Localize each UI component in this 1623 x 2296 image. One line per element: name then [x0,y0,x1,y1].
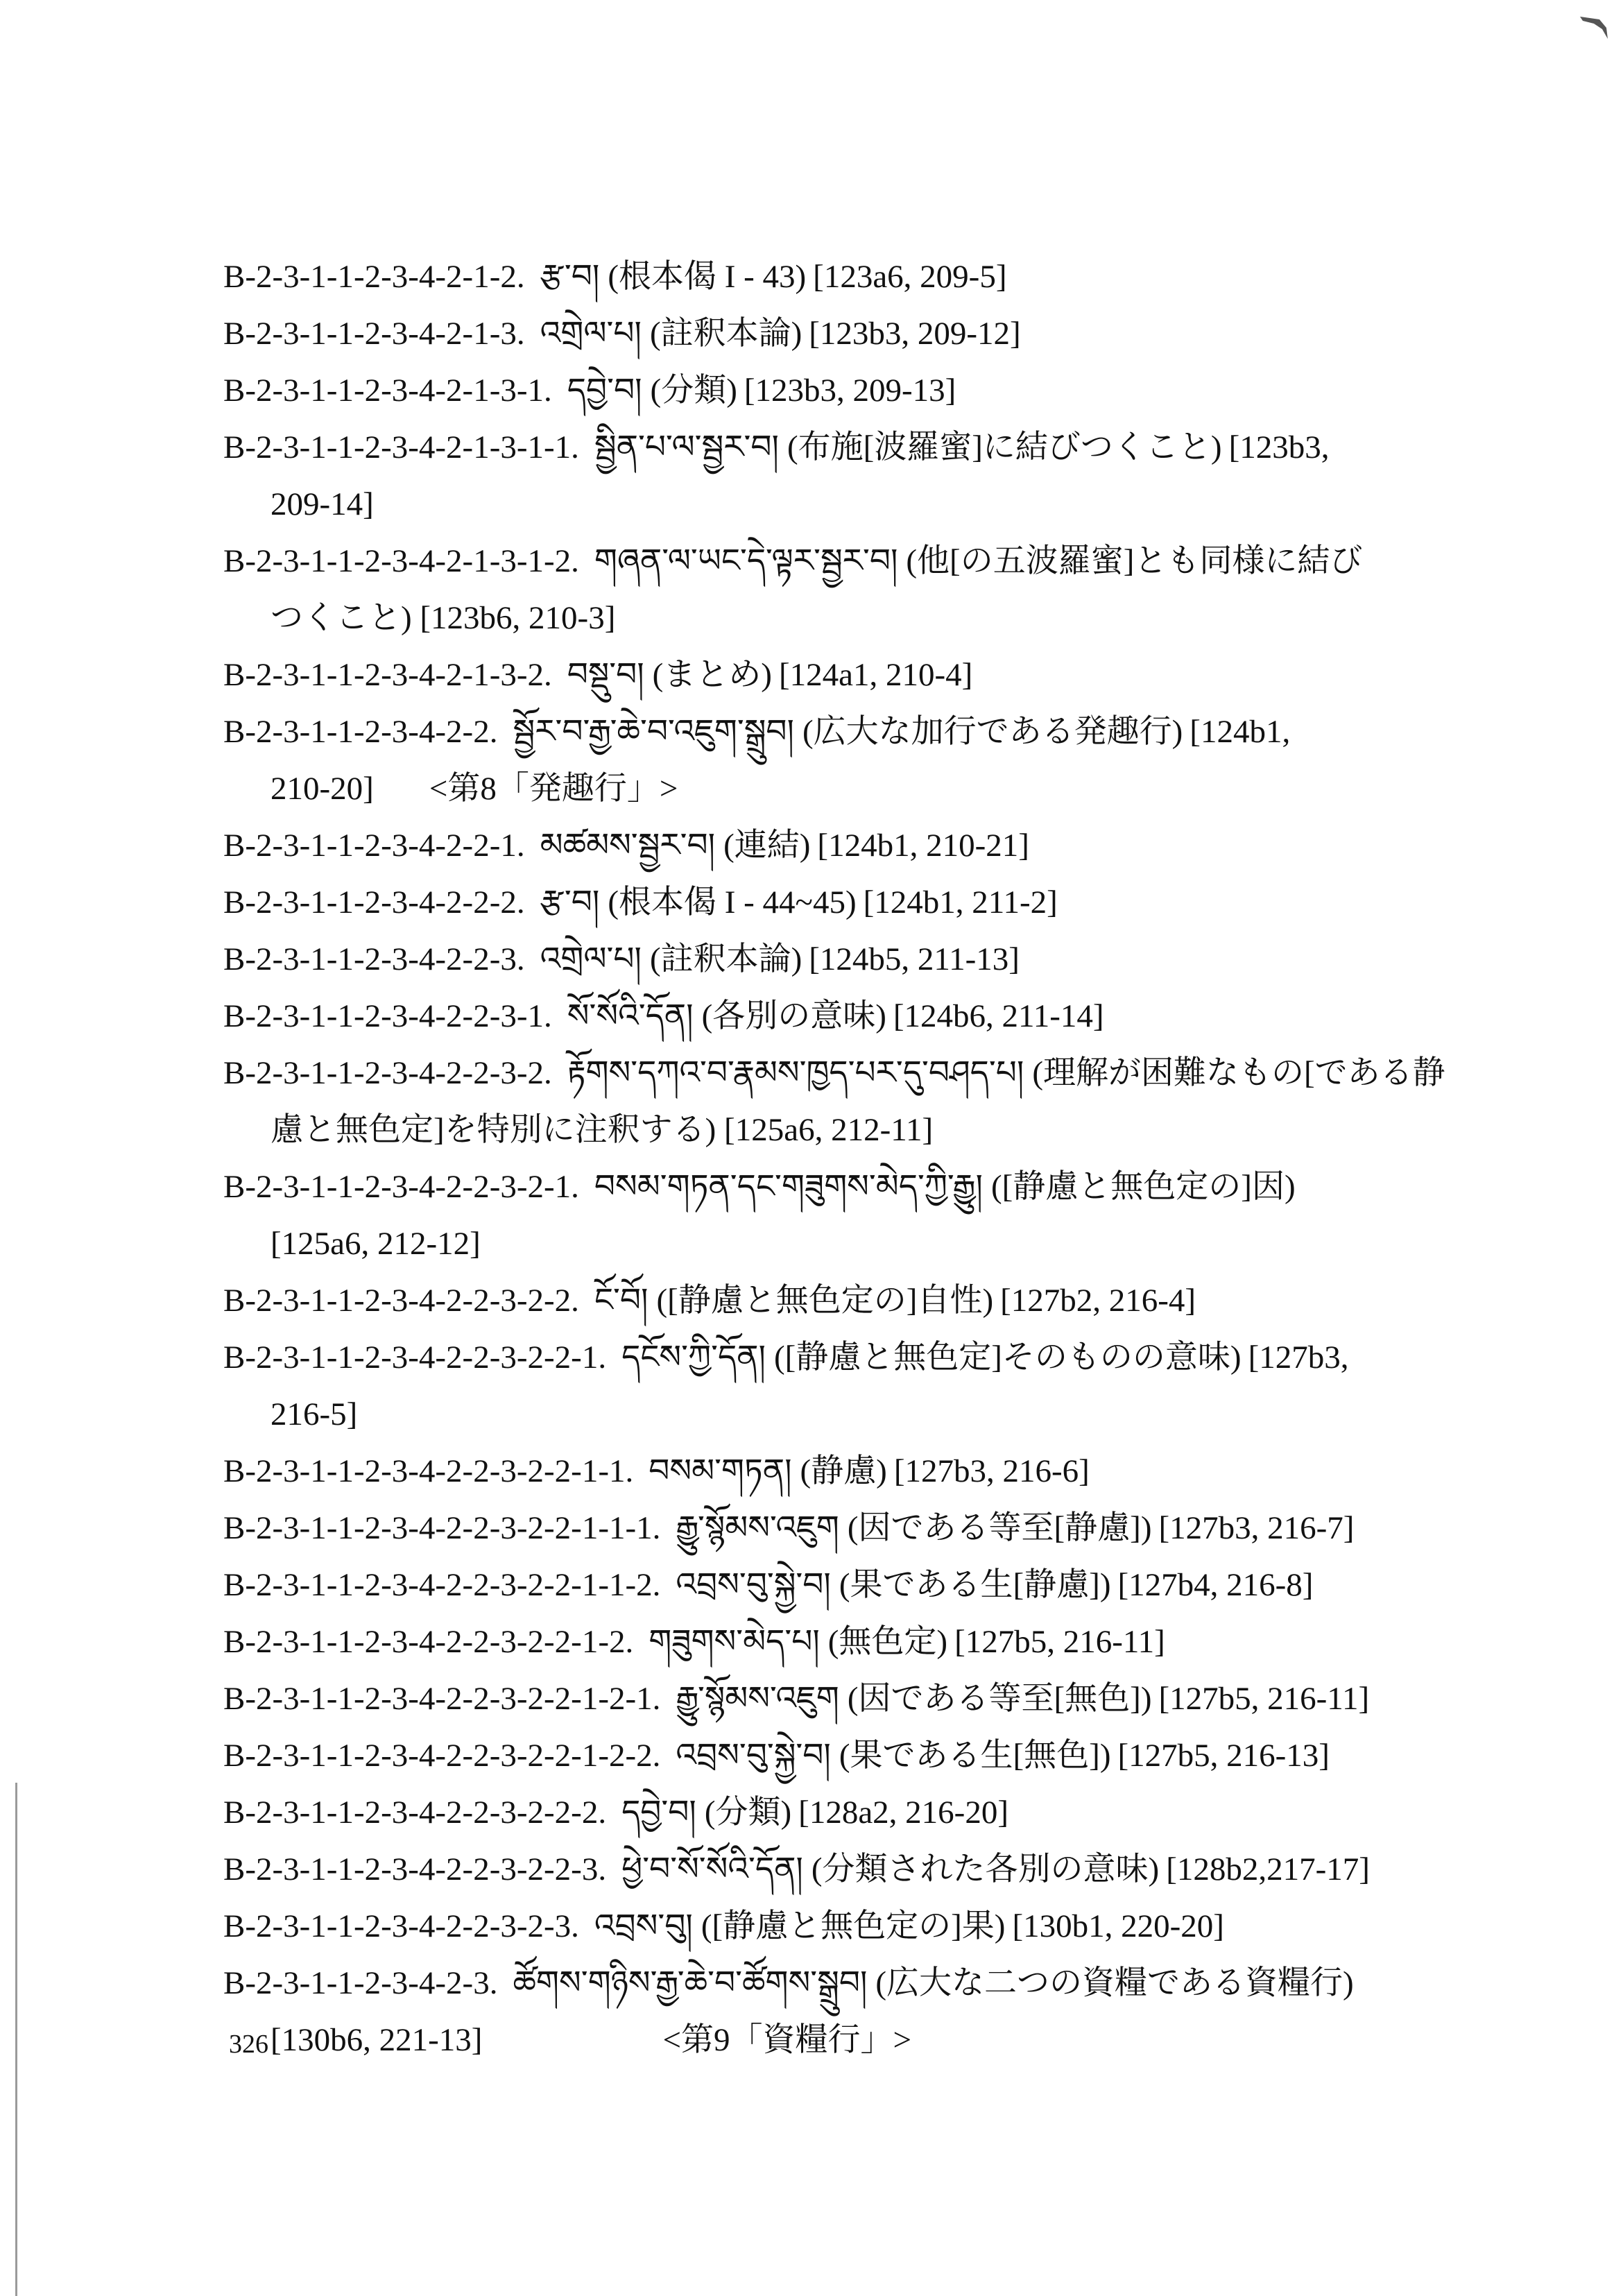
outline-entry [223,988,1444,1045]
folio-reference: [124b1, [1190,714,1291,750]
tibetan-heading: ཕྱེ་བ་སོ་སོའི་དོན། [621,1851,803,1887]
section-number: B-2-3-1-1-2-3-4-2-2-3-2-2-1-2-2. [223,1738,661,1774]
section-number: B-2-3-1-1-2-3-4-2-2-2. [223,884,525,920]
japanese-gloss: (広大な二つの資糧である資糧行) [875,1965,1354,2001]
japanese-gloss: (連結) [723,828,811,864]
tibetan-heading: རྩ་བ། [540,259,600,295]
tibetan-heading: འབྲས་བུ་སྐྱེ་བ། [676,1738,831,1774]
tibetan-heading: འགྲེལ་པ། [540,316,642,352]
entry-first-line [223,1624,1165,1660]
scan-binding-line [15,1783,17,2296]
outline-entry [223,817,1444,874]
tibetan-heading: ཚོགས་གཉིས་རྒྱ་ཆེ་བ་ཚོགས་སྒྲུབ། [513,1965,868,2001]
entry-first-line [223,1045,1444,1102]
japanese-gloss: (分類) [650,372,737,409]
japanese-gloss: (静慮) [800,1453,887,1489]
entry-first-line [223,372,956,409]
entry-first-line [223,828,1029,864]
tibetan-heading: མཚམས་སྦྱར་བ། [540,828,716,864]
entry-first-line [223,1158,1444,1215]
outline-entry [223,1158,1444,1272]
section-number: B-2-3-1-1-2-3-4-2-2-3-2-2-1-2-1. [223,1681,661,1717]
japanese-gloss: (分類された各別の意味) [811,1851,1160,1887]
entry-first-line [223,1955,1444,2012]
tibetan-heading: སྦྱིན་པ་ལ་སྦྱར་བ། [594,429,779,465]
entry-continuation-line [223,1102,1444,1158]
outline-entry [223,533,1444,646]
entry-first-line [223,419,1444,476]
entry-continuation-line [223,476,1444,533]
section-number: B-2-3-1-1-2-3-4-2-2-1. [223,828,525,864]
chapter-marker: <第8「発趣行」> [429,771,678,807]
entry-first-line [223,316,1021,352]
entry-first-line [223,941,1020,977]
section-number: B-2-3-1-1-2-3-4-2-2-3-2-2. [223,1283,579,1319]
section-number: B-2-3-1-1-2-3-4-2-1-3-2. [223,657,552,693]
japanese-gloss: (他[の五波羅蜜]とも同様に結び [906,543,1363,579]
tibetan-heading: དབྱེ་བ། [567,372,642,409]
continuation-text: [130b6, 221-13] [270,2022,483,2058]
entry-continuation-line [223,2012,1444,2068]
folio-reference: [127b2, 216-4] [1000,1283,1196,1319]
section-number: B-2-3-1-1-2-3-4-2-2-3-2-2-1-2. [223,1624,634,1660]
outline-entry [223,1841,1444,1898]
japanese-gloss: (因である等至[無色]) [847,1681,1152,1717]
japanese-gloss: (根本偈 I - 44~45) [608,884,857,920]
entry-first-line [223,1329,1444,1386]
outline-entry [223,874,1444,931]
folio-reference: [123b3, 209-12] [809,316,1021,352]
outline-entry [223,1272,1444,1329]
entry-first-line [223,1908,1224,1944]
japanese-gloss: ([静慮と無色定]そのものの意味) [773,1339,1242,1376]
outline-entry [223,1727,1444,1784]
outline-entry [223,1557,1444,1613]
tibetan-heading: རྒྱུ་སྙོམས་འཇུག [676,1510,839,1546]
japanese-gloss: (無色定) [827,1624,948,1660]
tibetan-heading: འབྲས་བུ། [594,1908,693,1944]
outline-entry [223,1898,1444,1955]
scan-edge-mark [1579,12,1609,40]
japanese-gloss: (根本偈 I - 43) [608,259,807,295]
entry-first-line [223,1851,1370,1887]
tibetan-heading: དབྱེ་བ། [621,1794,696,1831]
tibetan-heading: བསམ་གཏན་དང་གཟུགས་མེད་ཀྱི་རྒྱུ། [594,1169,983,1205]
entry-first-line [223,998,1104,1034]
tibetan-heading: བསམ་གཏན། [649,1453,792,1489]
outline-entry [223,1670,1444,1727]
section-number: B-2-3-1-1-2-3-4-2-1-3-1. [223,372,552,409]
section-number: B-2-3-1-1-2-3-4-2-2-3-2-2-2. [223,1794,607,1831]
entry-first-line [223,533,1444,590]
entry-first-line [223,1681,1369,1717]
japanese-gloss: (果である生[静慮]) [839,1567,1111,1603]
section-number: B-2-3-1-1-2-3-4-2-2-3-2-2-1-1-2. [223,1567,661,1603]
folio-reference: [123a6, 209-5] [813,259,1007,295]
continuation-text: 216-5] [270,1396,358,1432]
outline-entry [223,646,1444,703]
entry-first-line [223,1738,1330,1774]
outline-entry [223,1045,1444,1158]
tibetan-heading: གཞན་ལ་ཡང་དེ་ལྟར་སྦྱར་བ། [594,543,898,579]
outline-entry [223,248,1444,305]
japanese-gloss: (まとめ) [652,657,772,693]
folio-reference: [130b1, 220-20] [1012,1908,1224,1944]
entry-continuation-line [223,1215,1444,1272]
section-number: B-2-3-1-1-2-3-4-2-2-3-2-2-1. [223,1339,607,1376]
folio-reference: [124b1, 210-21] [817,828,1029,864]
entry-first-line [223,703,1444,760]
outline-entry [223,1613,1444,1670]
folio-reference: [127b5, 216-13] [1117,1738,1330,1774]
folio-reference: [124b6, 211-14] [893,998,1104,1034]
section-number: B-2-3-1-1-2-3-4-2-2-3-1. [223,998,552,1034]
section-number: B-2-3-1-1-2-3-4-2-2-3. [223,941,525,977]
folio-reference: [127b3, [1248,1339,1349,1376]
section-number: B-2-3-1-1-2-3-4-2-2-3-2-2-1-1-1. [223,1510,661,1546]
section-number: B-2-3-1-1-2-3-4-2-2-3-2. [223,1055,552,1091]
folio-reference: [128b2,217-17] [1166,1851,1370,1887]
section-number: B-2-3-1-1-2-3-4-2-1-3. [223,316,525,352]
tibetan-heading: སྦྱོར་བ་རྒྱ་ཆེ་བ་འཇུག་སྒྲུབ། [513,714,794,750]
japanese-gloss: ([静慮と無色定の]因) [990,1169,1296,1205]
folio-reference: [128a2, 216-20] [798,1794,1008,1831]
tibetan-heading: རྟོགས་དཀའ་བ་རྣམས་ཁྱད་པར་དུ་བཤད་པ། [567,1055,1024,1091]
folio-reference: [127b4, 216-8] [1117,1567,1314,1603]
folio-reference: [127b5, 216-11] [1158,1681,1370,1717]
continuation-text: つくこと) [123b6, 210-3] [270,600,616,636]
tibetan-heading: དངོས་ཀྱི་དོན། [621,1339,766,1376]
folio-reference: [127b5, 216-11] [954,1624,1165,1660]
outline-entry [223,1329,1444,1443]
entry-first-line [223,1453,1090,1489]
continuation-text: [125a6, 212-12] [270,1226,481,1262]
entry-first-line [223,657,972,693]
folio-reference: [123b3, 209-13] [744,372,956,409]
continuation-text: 209-14] [270,486,374,522]
section-number: B-2-3-1-1-2-3-4-2-2-3-2-2-3. [223,1851,607,1887]
japanese-gloss: (果である生[無色]) [839,1738,1111,1774]
outline-list [223,248,1444,2068]
japanese-gloss: ([静慮と無色定の]果) [701,1908,1006,1944]
outline-entry [223,1443,1444,1500]
entry-continuation-line [223,1386,1444,1443]
section-number: B-2-3-1-1-2-3-4-2-1-3-1-2. [223,543,579,579]
outline-entry [223,703,1444,817]
section-number: B-2-3-1-1-2-3-4-2-2-3-2-3. [223,1908,579,1944]
entry-first-line [223,1510,1354,1546]
outline-entry [223,362,1444,419]
outline-entry [223,1955,1444,2068]
entry-first-line [223,1283,1196,1319]
tibetan-heading: རྩ་བ། [540,884,600,920]
folio-reference: [123b3, [1228,429,1330,465]
japanese-gloss: (分類) [704,1794,792,1831]
tibetan-heading: སོ་སོའི་དོན། [567,998,694,1034]
japanese-gloss: (布施[波羅蜜]に結びつくこと) [787,429,1222,465]
entry-first-line [223,1567,1313,1603]
outline-entry [223,305,1444,362]
outline-entry [223,931,1444,988]
folio-reference: [124b1, 211-2] [863,884,1058,920]
continuation-text: 慮と無色定]を特別に注釈する) [125a6, 212-11] [270,1112,934,1148]
outline-entry [223,1784,1444,1841]
japanese-gloss: (註釈本論) [649,316,802,352]
tibetan-heading: འབྲས་བུ་སྐྱེ་བ། [676,1567,831,1603]
japanese-gloss: (註釈本論) [649,941,802,977]
section-number: B-2-3-1-1-2-3-4-2-2-3-2-2-1-1. [223,1453,634,1489]
japanese-gloss: ([静慮と無色定の]自性) [656,1283,994,1319]
outline-entry [223,419,1444,533]
folio-reference: [127b3, 216-7] [1158,1510,1355,1546]
japanese-gloss: (各別の意味) [701,998,886,1034]
tibetan-heading: ངོ་བོ། [594,1283,649,1319]
japanese-gloss: (広大な加行である発趣行) [802,714,1183,750]
chapter-marker: <第9「資糧行」> [662,2022,911,2058]
folio-reference: [124b5, 211-13] [809,941,1020,977]
tibetan-heading: འགྲེལ་པ། [540,941,642,977]
japanese-gloss: (因である等至[静慮]) [847,1510,1152,1546]
entry-first-line [223,884,1058,920]
section-number: B-2-3-1-1-2-3-4-2-1-3-1-1. [223,429,579,465]
folio-reference: [127b3, 216-6] [893,1453,1090,1489]
tibetan-heading: རྒྱུ་སྙོམས་འཇུག [676,1681,839,1717]
japanese-gloss: (理解が困難なもの[である静 [1032,1055,1445,1091]
entry-first-line [223,1794,1008,1831]
continuation-text: 210-20] [270,771,374,807]
section-number: B-2-3-1-1-2-3-4-2-2-3-2-1. [223,1169,579,1205]
outline-entry [223,1500,1444,1557]
section-number: B-2-3-1-1-2-3-4-2-3. [223,1965,498,2001]
entry-continuation-line [223,590,1444,646]
section-number: B-2-3-1-1-2-3-4-2-1-2. [223,259,525,295]
tibetan-heading: བསྡུ་བ། [567,657,644,693]
section-number: B-2-3-1-1-2-3-4-2-2. [223,714,498,750]
entry-continuation-line [223,760,1444,817]
folio-reference: [124a1, 210-4] [778,657,973,693]
page-number: 326 [229,2030,268,2059]
entry-first-line [223,259,1007,295]
tibetan-heading: གཟུགས་མེད་པ། [649,1624,820,1660]
